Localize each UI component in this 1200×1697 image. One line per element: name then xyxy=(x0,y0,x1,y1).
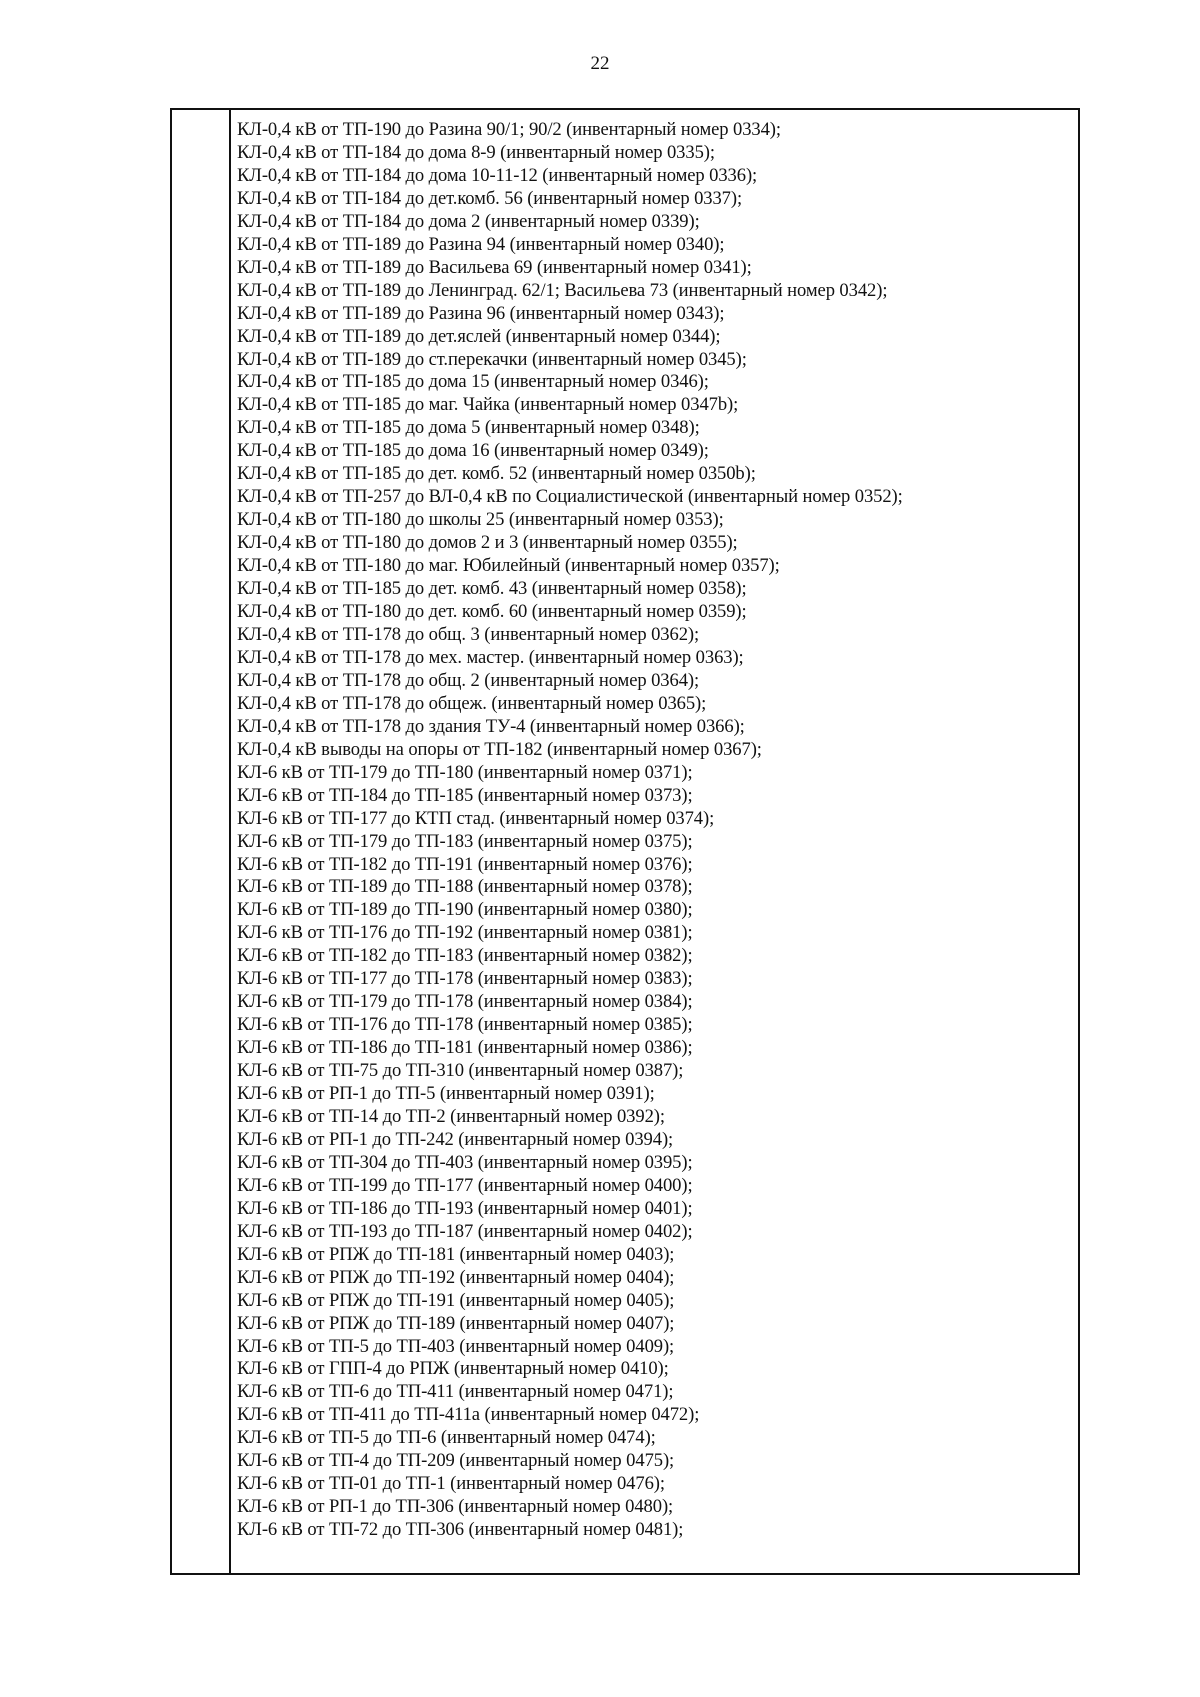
list-item: КЛ-6 кВ от ТП-5 до ТП-6 (инвентарный номер 0474); xyxy=(237,1427,656,1449)
list-item: КЛ-6 кВ от ТП-14 до ТП-2 (инвентарный номер 0392); xyxy=(237,1105,665,1127)
list-item: КЛ-6 кВ от ТП-72 до ТП-306 (инвентарный номер 0481); xyxy=(237,1519,684,1541)
list-item: КЛ-6 кВ от ТП-4 до ТП-209 (инвентарный номер 0475); xyxy=(237,1450,675,1472)
list-item: КЛ-6 кВ от ТП-176 до ТП-192 (инвентарный номер 0381); xyxy=(237,922,693,944)
list-item: КЛ-0,4 кВ выводы на опоры от ТП-182 (инвентарный номер 0367); xyxy=(237,738,762,760)
list-item: КЛ-6 кВ от ТП-5 до ТП-403 (инвентарный номер 0409); xyxy=(237,1335,675,1357)
list-item: КЛ-6 кВ от РПЖ до ТП-181 (инвентарный номер 0403); xyxy=(237,1243,675,1265)
list-item: КЛ-6 кВ от ТП-189 до ТП-188 (инвентарный номер 0378); xyxy=(237,876,693,898)
list-item: КЛ-0,4 кВ от ТП-180 до маг. Юбилейный (инвентарный номер 0357); xyxy=(237,555,780,577)
list-item: КЛ-6 кВ от ТП-304 до ТП-403 (инвентарный номер 0395); xyxy=(237,1151,693,1173)
list-item: КЛ-6 кВ от РП-1 до ТП-5 (инвентарный номер 0391); xyxy=(237,1083,655,1105)
list-item: КЛ-6 кВ от РП-1 до ТП-242 (инвентарный номер 0394); xyxy=(237,1128,674,1150)
list-item: КЛ-6 кВ от РП-1 до ТП-306 (инвентарный номер 0480); xyxy=(237,1496,674,1518)
list-item: КЛ-6 кВ от ТП-182 до ТП-191 (инвентарный номер 0376); xyxy=(237,853,693,875)
list-item: КЛ-6 кВ от ТП-179 до ТП-180 (инвентарный номер 0371); xyxy=(237,761,693,783)
list-item: КЛ-6 кВ от ТП-186 до ТП-193 (инвентарный номер 0401); xyxy=(237,1197,693,1219)
list-item: КЛ-6 кВ от ТП-177 до ТП-178 (инвентарный номер 0383); xyxy=(237,968,693,990)
list-item: КЛ-0,4 кВ от ТП-185 до дет. комб. 52 (инвентарный номер 0350b); xyxy=(237,463,756,485)
list-item: КЛ-0,4 кВ от ТП-190 до Разина 90/1; 90/2 (инвентарный номер 0334); xyxy=(237,119,781,140)
list-item: КЛ-0,4 кВ от ТП-189 до ст.перекачки (инвентарный номер 0345); xyxy=(237,348,747,370)
list-item: КЛ-0,4 кВ от ТП-180 до школы 25 (инвентарный номер 0353); xyxy=(237,509,724,531)
list-item: КЛ-0,4 кВ от ТП-257 до ВЛ-0,4 кВ по Социалистической (инвентарный номер 0352); xyxy=(237,486,903,508)
table-left-column xyxy=(172,110,231,1573)
list-item: КЛ-6 кВ от ТП-01 до ТП-1 (инвентарный номер 0476); xyxy=(237,1473,665,1495)
cable-line-list xyxy=(237,119,1078,1542)
list-item: КЛ-0,4 кВ от ТП-189 до Васильева 69 (инвентарный номер 0341); xyxy=(237,256,752,278)
list-item: КЛ-0,4 кВ от ТП-184 до дома 2 (инвентарный номер 0339); xyxy=(237,210,700,232)
list-item: КЛ-6 кВ от РПЖ до ТП-189 (инвентарный номер 0407); xyxy=(237,1312,675,1334)
list-item: КЛ-6 кВ от РПЖ до ТП-191 (инвентарный номер 0405); xyxy=(237,1289,675,1311)
list-item: КЛ-6 кВ от ТП-186 до ТП-181 (инвентарный номер 0386); xyxy=(237,1037,693,1059)
list-item: КЛ-6 кВ от ТП-177 до КТП стад. (инвентарный номер 0374); xyxy=(237,807,715,829)
list-item: КЛ-6 кВ от ТП-176 до ТП-178 (инвентарный номер 0385); xyxy=(237,1014,693,1036)
list-item: КЛ-6 кВ от ТП-189 до ТП-190 (инвентарный номер 0380); xyxy=(237,899,693,921)
list-item: КЛ-0,4 кВ от ТП-178 до общ. 2 (инвентарный номер 0364); xyxy=(237,669,700,691)
table xyxy=(170,108,1080,1575)
list-item: КЛ-6 кВ от ТП-75 до ТП-310 (инвентарный номер 0387); xyxy=(237,1060,684,1082)
list-item: КЛ-6 кВ от ТП-179 до ТП-183 (инвентарный номер 0375); xyxy=(237,830,693,852)
list-item: КЛ-0,4 кВ от ТП-189 до Ленинград. 62/1; Васильева 73 (инвентарный номер 0342); xyxy=(237,279,888,301)
list-item: КЛ-6 кВ от ТП-6 до ТП-411 (инвентарный номер 0471); xyxy=(237,1381,674,1403)
list-item: КЛ-0,4 кВ от ТП-189 до дет.яслей (инвентарный номер 0344); xyxy=(237,325,721,347)
list-item: КЛ-0,4 кВ от ТП-178 до общ. 3 (инвентарный номер 0362); xyxy=(237,623,700,645)
list-item: КЛ-0,4 кВ от ТП-180 до домов 2 и 3 (инвентарный номер 0355); xyxy=(237,532,738,554)
list-item: КЛ-6 кВ от ТП-179 до ТП-178 (инвентарный номер 0384); xyxy=(237,991,693,1013)
list-item: КЛ-0,4 кВ от ТП-178 до здания ТУ-4 (инвентарный номер 0366); xyxy=(237,715,745,737)
list-item: КЛ-0,4 кВ от ТП-189 до Разина 94 (инвентарный номер 0340); xyxy=(237,233,725,255)
list-item: КЛ-0,4 кВ от ТП-180 до дет. комб. 60 (инвентарный номер 0359); xyxy=(237,601,747,623)
list-item: КЛ-0,4 кВ от ТП-184 до дет.комб. 56 (инвентарный номер 0337); xyxy=(237,187,743,209)
list-item: КЛ-6 кВ от ТП-184 до ТП-185 (инвентарный номер 0373); xyxy=(237,784,693,806)
list-item: КЛ-6 кВ от ТП-193 до ТП-187 (инвентарный номер 0402); xyxy=(237,1220,693,1242)
list-item: КЛ-6 кВ от ТП-199 до ТП-177 (инвентарный номер 0400); xyxy=(237,1174,693,1196)
list-item: КЛ-0,4 кВ от ТП-185 до маг. Чайка (инвентарный номер 0347b); xyxy=(237,394,739,416)
list-item: КЛ-0,4 кВ от ТП-184 до дома 8-9 (инвентарный номер 0335); xyxy=(237,141,715,163)
page-number: 22 xyxy=(590,53,610,74)
list-item: КЛ-6 кВ от ТП-411 до ТП-411а (инвентарный номер 0472); xyxy=(237,1404,700,1426)
list-item: КЛ-6 кВ от РПЖ до ТП-192 (инвентарный номер 0404); xyxy=(237,1266,675,1288)
list-item: КЛ-0,4 кВ от ТП-185 до дет. комб. 43 (инвентарный номер 0358); xyxy=(237,578,747,600)
table-right-column xyxy=(231,110,1078,1573)
list-item: КЛ-0,4 кВ от ТП-185 до дома 15 (инвентарный номер 0346); xyxy=(237,371,709,393)
list-item: КЛ-0,4 кВ от ТП-189 до Разина 96 (инвентарный номер 0343); xyxy=(237,302,725,324)
list-item: КЛ-0,4 кВ от ТП-178 до мех. мастер. (инвентарный номер 0363); xyxy=(237,646,744,668)
list-item: КЛ-0,4 кВ от ТП-178 до общеж. (инвентарный номер 0365); xyxy=(237,692,707,714)
list-item: КЛ-0,4 кВ от ТП-185 до дома 16 (инвентарный номер 0349); xyxy=(237,440,709,462)
list-item: КЛ-0,4 кВ от ТП-184 до дома 10-11-12 (инвентарный номер 0336); xyxy=(237,164,758,186)
list-item: КЛ-6 кВ от ТП-182 до ТП-183 (инвентарный номер 0382); xyxy=(237,945,693,967)
list-item: КЛ-6 кВ от ГПП-4 до РПЖ (инвентарный номер 0410); xyxy=(237,1358,669,1380)
list-item: КЛ-0,4 кВ от ТП-185 до дома 5 (инвентарный номер 0348); xyxy=(237,417,700,439)
